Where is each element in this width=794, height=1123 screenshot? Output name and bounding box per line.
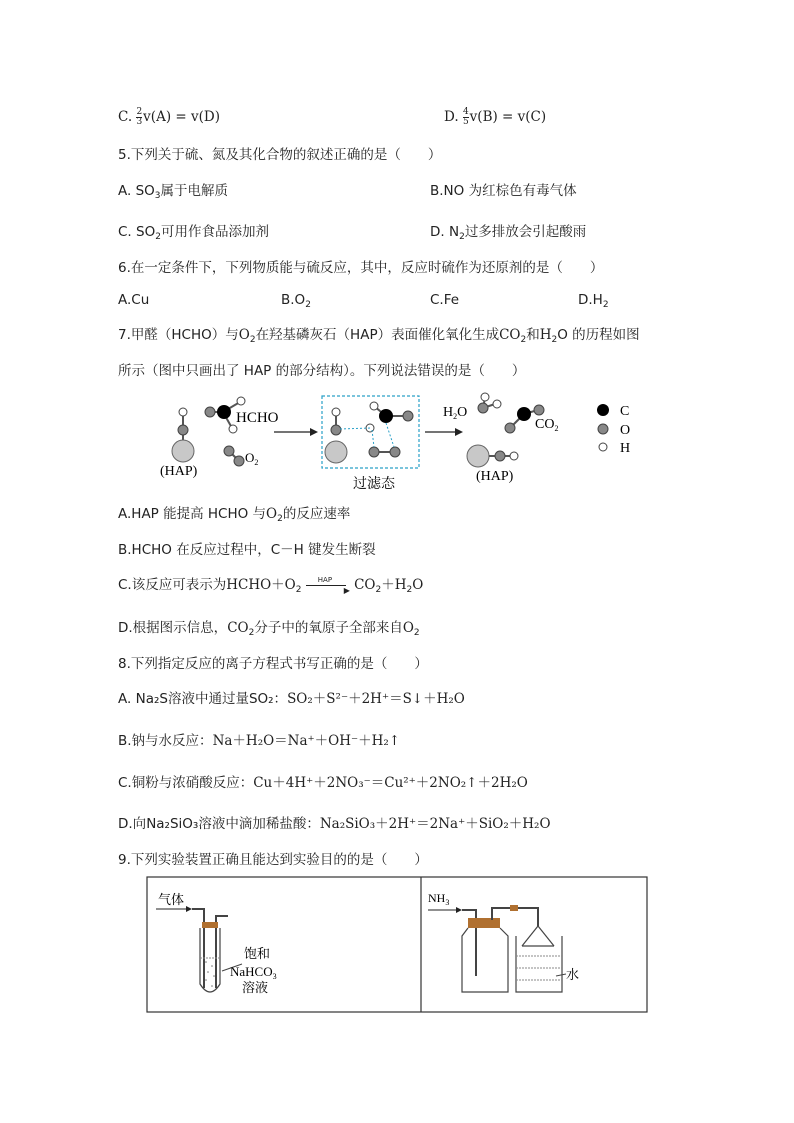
option-label: C. xyxy=(118,109,133,125)
h-atom xyxy=(179,408,187,416)
legend-c: C xyxy=(620,404,630,419)
rubber-stopper xyxy=(202,922,218,928)
q7-option-c: C.该反应可表示为$HCHO+O_2$ HAP ▶ $CO_2+H_2O$ xyxy=(118,576,424,595)
c-atom xyxy=(379,409,393,423)
h-atom xyxy=(332,408,340,416)
rate-expression: v(A) = v(D) xyxy=(143,109,220,125)
reaction-mechanism-diagram xyxy=(150,392,690,500)
o-atom xyxy=(390,447,400,457)
q9-stem: 9.下列实验装置正确且能达到实验目的的是（ ） xyxy=(118,852,428,868)
q7-option-b: B.HCHO 在反应过程中，C－H 键发生断裂 xyxy=(118,542,376,558)
fraction: $\frac{2}{3}$ xyxy=(136,107,143,127)
q8-option-b: B.钠与水反应：Na＋H₂O＝Na⁺＋OH⁻＋H₂↑ xyxy=(118,733,401,749)
o-atom xyxy=(331,425,341,435)
c-atom xyxy=(217,405,231,419)
option-d-rate xyxy=(444,108,546,127)
c-atom xyxy=(517,407,531,421)
h-atom xyxy=(493,400,501,408)
legend-h-swatch xyxy=(599,443,607,451)
o-atom xyxy=(495,451,505,461)
q8-option-c: C.铜粉与浓硝酸反应：Cu＋4H⁺＋2NO₃⁻＝Cu²⁺＋2NO₂↑＋2H₂O xyxy=(118,775,528,791)
h-atom xyxy=(237,397,245,405)
q9-apparatus-panel xyxy=(146,876,648,1014)
nh3-label: $NH_3$ xyxy=(428,891,450,907)
hap-label-2: (HAP) xyxy=(476,469,514,484)
co2-label: $CO_2$ xyxy=(535,417,559,433)
fraction: $\frac{4}{5}$ xyxy=(462,107,469,127)
transition-state-label: 过滤态 xyxy=(353,477,395,492)
solution-label-1: 饱和 xyxy=(244,946,271,961)
q8-stem: 8.下列指定反应的离子方程式书写正确的是（ ） xyxy=(118,656,428,672)
o-atom xyxy=(369,447,379,457)
h-atom xyxy=(481,393,489,401)
hap-sphere xyxy=(467,445,489,467)
o2-label: $O_2$ xyxy=(245,450,259,467)
o-atom xyxy=(478,403,488,413)
hcho-label: HCHO xyxy=(236,410,279,426)
catalyst-arrow: HAP ▶ xyxy=(306,578,350,592)
o-atom xyxy=(505,423,515,433)
hap-sphere xyxy=(325,441,347,463)
water-label: 水 xyxy=(566,967,580,982)
q5-option-a: A. $SO_3$属于电解质 xyxy=(118,183,229,201)
bottle-stopper xyxy=(468,918,500,928)
hap-sphere xyxy=(172,440,194,462)
h-atom xyxy=(370,402,378,410)
q5-option-c: C. $SO_2$可用作食品添加剂 xyxy=(118,224,269,242)
q7-option-d: D.根据图示信息，$CO_2$分子中的氧原子全部来自$O_2$ xyxy=(118,620,420,638)
legend-h: H xyxy=(620,441,631,456)
q6-option-c: C.Fe xyxy=(430,292,460,308)
q7-option-a: A.HAP 能提高 HCHO 与$O_2$的反应速率 xyxy=(118,506,351,524)
q6-option-d: $D.H_2$ xyxy=(578,292,609,310)
hap-label-1: (HAP) xyxy=(160,464,198,479)
h-atom xyxy=(510,452,518,460)
o-atom xyxy=(178,425,188,435)
o-atom xyxy=(234,456,244,466)
q5-option-d: D. $N_2$过多排放会引起酸雨 xyxy=(430,224,587,242)
legend-o-swatch xyxy=(598,424,608,434)
q5-stem: 5.下列关于硫、氮及其化合物的叙述正确的是（ ） xyxy=(118,147,442,163)
option-c-rate xyxy=(118,108,220,127)
q8-option-a: A. Na₂S溶液中通过量SO₂：SO₂＋S²⁻＋2H⁺＝S↓＋H₂O xyxy=(118,691,465,707)
h2o-label: $H_2O$ xyxy=(443,405,468,421)
q5-option-b: B.NO 为红棕色有毒气体 xyxy=(430,183,577,199)
rate-expression: v(B) = v(C) xyxy=(469,109,547,125)
legend-c-swatch xyxy=(597,404,609,416)
gas-label: 气体 xyxy=(158,892,185,907)
q7-stem-line1: 7.甲醛（HCHO）与$O_2$在羟基磷灰石（HAP）表面催化氧化生成$CO_2$和$H_2O$ 的历程如图 xyxy=(118,327,640,345)
o-atom xyxy=(534,405,544,415)
q7-stem-line2: 所示（图中只画出了 HAP 的部分结构）。下列说法错误的是（ ） xyxy=(118,363,526,379)
legend-o: O xyxy=(620,423,631,438)
solution-label-2: NaHCO$_3$ xyxy=(230,964,277,981)
q6-stem: 6.在一定条件下，下列物质能与硫反应，其中，反应时硫作为还原剂的是（ ） xyxy=(118,260,604,276)
o-atom xyxy=(205,407,215,417)
q6-option-b: $B.O_2$ xyxy=(281,292,311,310)
q6-option-a: A.Cu xyxy=(118,292,150,308)
q8-option-d: D.向Na₂SiO₃溶液中滴加稀盐酸：Na₂SiO₃＋2H⁺＝2Na⁺＋SiO₂＋H₂O xyxy=(118,816,551,832)
h-atom xyxy=(229,425,237,433)
o-atom xyxy=(224,446,234,456)
option-label: D. xyxy=(444,109,459,125)
solution-label-3: 溶液 xyxy=(242,980,269,995)
o-atom xyxy=(403,411,413,421)
